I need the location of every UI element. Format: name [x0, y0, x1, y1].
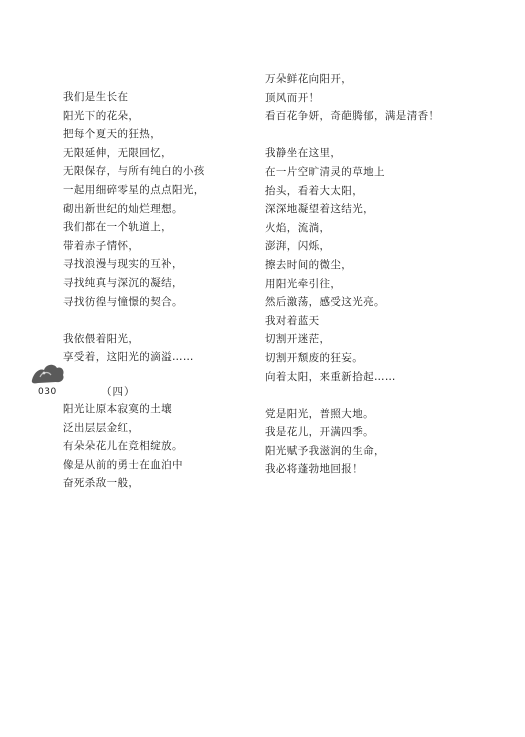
poem-line: 寻找浪漫与现实的互补，	[63, 258, 183, 271]
poem-line: 顶风而开！	[265, 91, 320, 104]
poem-line: 在一片空旷清灵的草地上	[265, 165, 385, 178]
poem-line: 我依偎着阳光，	[63, 332, 140, 345]
poem-line: 火焰，流淌，	[265, 221, 331, 234]
poem-line: 切割开迷茫，	[265, 333, 331, 346]
poem-line: 无限延伸，无限回忆，	[63, 146, 172, 159]
poem-line: 我静坐在这里，	[265, 147, 342, 160]
poem-line: 泛出层层金红，	[63, 421, 140, 434]
poem-line: 用阳光牵引往，	[265, 277, 342, 290]
poem-line: 向着太阳，来重新拾起……	[265, 370, 396, 383]
page-number: 030	[38, 387, 57, 397]
poem-left-column-bottom	[63, 400, 183, 493]
page-corner-ornament-icon	[30, 360, 66, 388]
poem-line: 万朵鲜花向阳开，	[265, 73, 353, 85]
stanza-break	[63, 311, 205, 330]
poem-line: 我必将蓬勃地回报！	[265, 463, 364, 476]
poem-left-column-top	[63, 88, 205, 367]
poem-line: 阳光赋予我滋润的生命，	[265, 444, 385, 457]
poem-line: 看百花争妍，奇葩腾郁，满是清香！	[265, 110, 440, 123]
poem-line: 把每个夏天的狂热，	[63, 128, 162, 141]
stanza-break	[265, 126, 439, 145]
poem-line: 阳光让原本寂寞的土壤	[63, 403, 172, 415]
poem-line: 擦去时间的微尘，	[265, 258, 353, 271]
poem-line: 寻找纯真与深沉的凝结，	[63, 276, 183, 289]
poem-line: 切割开颓废的狂妄。	[265, 351, 364, 364]
poem-line: 阳光下的花朵，	[63, 109, 140, 122]
poem-line: 砌出新世纪的灿烂理想。	[63, 202, 183, 215]
poem-line: 我们都在一个轨道上，	[63, 221, 172, 234]
poem-line: 我是花儿，开满四季。	[265, 426, 374, 439]
poem-line: 带着赤子情怀，	[63, 239, 140, 252]
poem-line: 深深地凝望着这结光，	[265, 203, 374, 216]
stanza-break	[265, 386, 439, 405]
poem-line: 抬头，看着大太阳，	[265, 184, 364, 197]
poem-line: 像是从前的勇士在血泊中	[63, 458, 183, 471]
poem-line: 我们是生长在	[63, 91, 129, 103]
section-heading: （四）	[101, 386, 136, 398]
poem-line: 有朵朵花儿在竞相绽放。	[63, 440, 183, 453]
poem-line: 无限保存，与所有纯白的小孩	[63, 165, 205, 178]
poem-line: 享受着，这阳光的滴溢……	[63, 351, 194, 364]
poem-line: 然后激荡，感受这光亮。	[265, 296, 385, 309]
poem-line: 党是阳光，普照大地。	[265, 407, 374, 420]
poem-right-column	[265, 70, 439, 479]
poem-line: 奋死杀敌一般，	[63, 477, 140, 490]
poem-line: 一起用细碎零星的点点阳光，	[63, 183, 205, 196]
poem-line: 澎湃，闪烁，	[265, 240, 331, 253]
poem-line: 我对着蓝天	[265, 314, 320, 327]
poem-line: 寻找彷徨与憧憬的契合。	[63, 295, 183, 308]
